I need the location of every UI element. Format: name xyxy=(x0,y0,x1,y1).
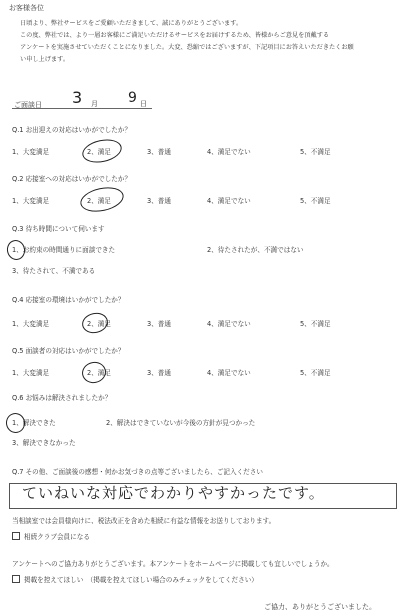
q3-option-3[interactable]: 3、待たされて、不満である xyxy=(12,267,96,275)
q5-selection-mark xyxy=(80,360,108,386)
day-value[interactable]: 9 xyxy=(128,90,137,106)
q4-selection-mark xyxy=(80,311,110,336)
q2-option-1[interactable]: 1、大変満足 xyxy=(12,197,50,205)
date-underline xyxy=(12,108,152,109)
greeting: お客様各位 xyxy=(9,4,44,12)
q6-option-1[interactable]: 1、解決できた xyxy=(12,419,56,427)
q2-option-5[interactable]: 5、不満足 xyxy=(300,197,331,205)
intro-paragraph xyxy=(20,18,400,66)
publish-option[interactable] xyxy=(12,575,258,585)
question-5: Q.5 面談者の対応はいかがでしたか？ xyxy=(12,347,125,355)
q3-option-1[interactable]: 1、お約束の時間通りに面談できた xyxy=(12,246,116,254)
q2-option-4[interactable]: 4、満足でない xyxy=(207,197,251,205)
q2-option-2[interactable]: 2、満足 xyxy=(87,197,111,205)
publish-info-text: アンケートへのご協力ありがとうございます。本アンケートをホームページに掲載しても宜しいでしょうか。 xyxy=(12,560,334,568)
question-1: Q.1 お出迎えの対応はいかがでしたか？ xyxy=(12,126,132,134)
q1-option-1[interactable]: 1、大変満足 xyxy=(12,148,50,156)
club-checkbox[interactable] xyxy=(12,532,20,540)
q6-selection-mark xyxy=(4,411,27,435)
q1-selection-mark xyxy=(80,136,124,166)
q3-selection-mark xyxy=(5,238,27,261)
closing-message: ご協力、ありがとうございました。 xyxy=(264,603,376,611)
club-checkbox-label: 相続クラブ会員になる xyxy=(24,533,90,541)
q1-option-3[interactable]: 3、普通 xyxy=(147,148,171,156)
q4-option-4[interactable]: 4、満足でない xyxy=(207,320,251,328)
comment-answer: ていねいな対応でわかりやすかったです。 xyxy=(22,484,325,502)
q4-option-5[interactable]: 5、不満足 xyxy=(300,320,331,328)
q2-selection-mark xyxy=(78,184,126,216)
q1-option-4[interactable]: 4、満足でない xyxy=(207,148,251,156)
question-3: Q.3 待ち時間について伺います xyxy=(12,225,105,233)
publish-checkbox[interactable] xyxy=(12,575,20,583)
month-value[interactable]: 3 xyxy=(72,88,83,107)
q4-option-2[interactable]: 2、満足 xyxy=(87,320,111,328)
month-unit: 月 xyxy=(91,100,98,108)
q4-option-3[interactable]: 3、普通 xyxy=(147,320,171,328)
intro-line: い申し上げます。 xyxy=(20,56,70,63)
club-option[interactable] xyxy=(12,532,90,542)
publish-checkbox-label: 掲載を控えてほしい （掲載を控えてほしい場合のみチェックをしてください） xyxy=(24,576,258,584)
day-unit: 日 xyxy=(140,100,147,108)
q5-option-3[interactable]: 3、普通 xyxy=(147,369,171,377)
question-6: Q.6 お悩みは解決されましたか？ xyxy=(12,394,112,402)
question-4: Q.4 応接室の環境はいかがでしたか？ xyxy=(12,296,125,304)
q5-option-4[interactable]: 4、満足でない xyxy=(207,369,251,377)
intro-line: この度、弊社では、より一層お客様にご満足いただけるサービスをお届けするため、皆様からご意見を頂戴する xyxy=(20,32,330,39)
club-info-text: 当相談室では会員様向けに、税法改正を含めた相続に有益な情報をお送りしております。 xyxy=(12,517,276,525)
question-2: Q.2 応接室への対応はいかがでしたか？ xyxy=(12,175,132,183)
intro-line: アンケートを実施させていただくことになりました。大変、恐縮ではございますが、下記項目にお答えいただきたくお願 xyxy=(20,44,354,51)
q3-option-2[interactable]: 2、待たされたが、不満ではない xyxy=(207,246,304,254)
date-label: ご面談日 xyxy=(14,101,42,109)
q2-option-3[interactable]: 3、普通 xyxy=(147,197,171,205)
q5-option-5[interactable]: 5、不満足 xyxy=(300,369,331,377)
intro-line: 日頃より、弊社サービスをご愛顧いただきまして、誠にありがとうございます。 xyxy=(20,20,243,27)
q6-option-3[interactable]: 3、解決できなかった xyxy=(12,439,76,447)
q5-option-1[interactable]: 1、大変満足 xyxy=(12,369,50,377)
q6-option-2[interactable]: 2、解決はできていないが今後の方針が見つかった xyxy=(106,419,256,427)
q5-option-2[interactable]: 2、満足 xyxy=(87,369,111,377)
q1-option-2[interactable]: 2、満足 xyxy=(87,148,111,156)
q4-option-1[interactable]: 1、大変満足 xyxy=(12,320,50,328)
q1-option-5[interactable]: 5、不満足 xyxy=(300,148,331,156)
question-7: Q.7 その他、ご面談後の感想・何かお気づきの点等ございましたら、ご記入ください xyxy=(12,468,263,476)
